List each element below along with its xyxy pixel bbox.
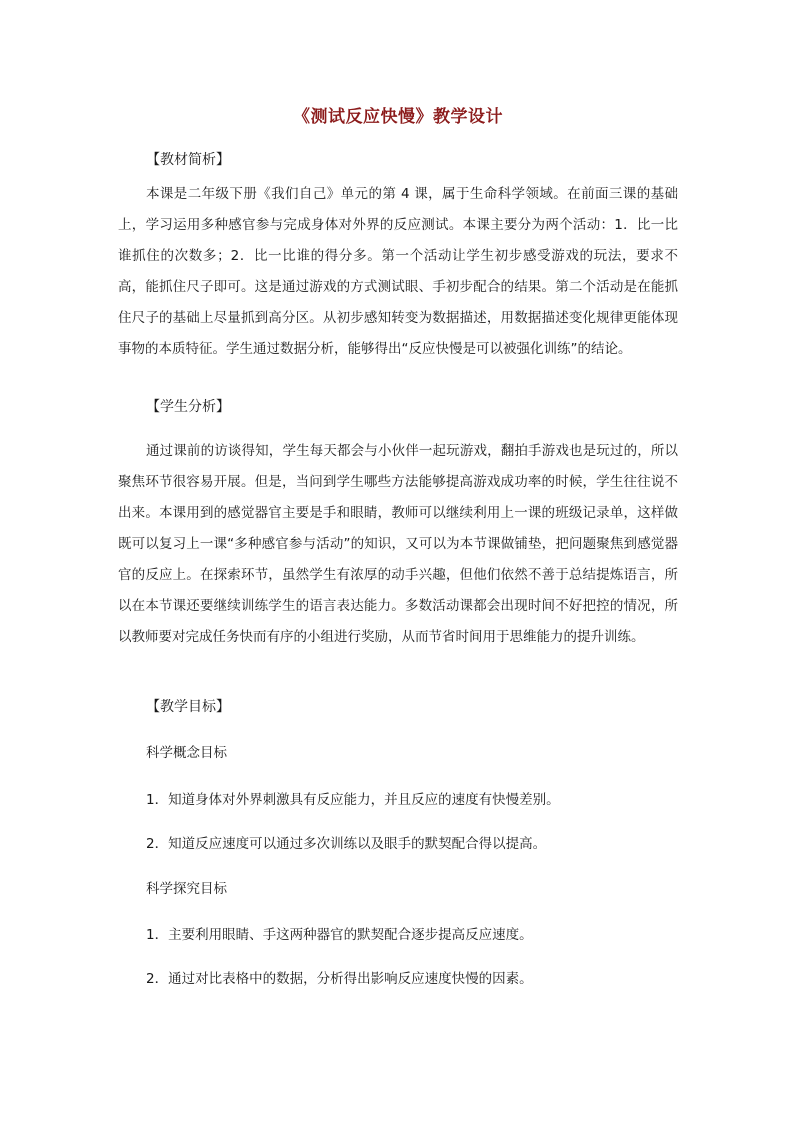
document-title: 《测试反应快慢》教学设计 [293, 107, 503, 127]
concept-goal-item: 2．知道反应速度可以通过多次训练以及眼手的默契配合得以提高。 [146, 836, 547, 852]
students-heading: 【学生分析】 [146, 399, 230, 415]
inquiry-goal-item: 1．主要利用眼睛、手这两种器官的默契配合逐步提高反应速度。 [146, 927, 533, 943]
objectives-heading: 【教学目标】 [146, 699, 230, 715]
students-paragraph: 通过课前的访谈得知，学生每天都会与小伙伴一起玩游戏，翻拍手游戏也是玩过的，所以聚焦环节很容易开展。但是，当问到学生哪些方法能够提高游戏成功率的时候，学生往往说不出来。本课用到的感觉器官主要是手和眼睛，教师可以继续利用上一课的班级记录单，这样做既可以复习上一课“多种感官参与活动”的知识，又可以为本节课做铺垫，把问题聚焦到感觉器官的反应上。在探索环节，虽然学生有浓厚的动手兴趣，但他们依然不善于总结提炼语言，所以在本节课还要继续训练学生的语言表达能力。多数活动课都会出现时间不好把控的情况，所以教师要对完成任务快而有序的小组进行奖励，从而节省时间用于思维能力的提升训练。 [118, 443, 678, 645]
inquiry-goal-item: 2．通过对比表格中的数据，分析得出影响反应速度快慢的因素。 [146, 971, 533, 987]
materials-heading: 【教材简析】 [146, 152, 230, 168]
inquiry-goals-heading: 科学探究目标 [146, 881, 227, 897]
concept-goal-item: 1．知道身体对外界刺激具有反应能力，并且反应的速度有快慢差别。 [146, 792, 560, 808]
concept-goals-heading: 科学概念目标 [146, 745, 227, 761]
materials-paragraph: 本课是二年级下册《我们自己》单元的第 4 课，属于生命科学领域。在前面三课的基础上，学习运用多种感官参与完成身体对外界的反应测试。本课主要分为两个活动：1．比一比谁抓住的次数多；2．比一比谁的得分多。第一个活动让学生初步感受游戏的玩法，要求不高，能抓住尺子即可。这是通过游戏的方式测试眼、手初步配合的结果。第二个活动是在能抓住尺子的基础上尽量抓到高分区。从初步感知转变为数据描述，用数据描述变化规律更能体现事物的本质特征。学生通过数据分析，能够得出“反应快慢是可以被强化训练”的结论。 [118, 186, 678, 357]
